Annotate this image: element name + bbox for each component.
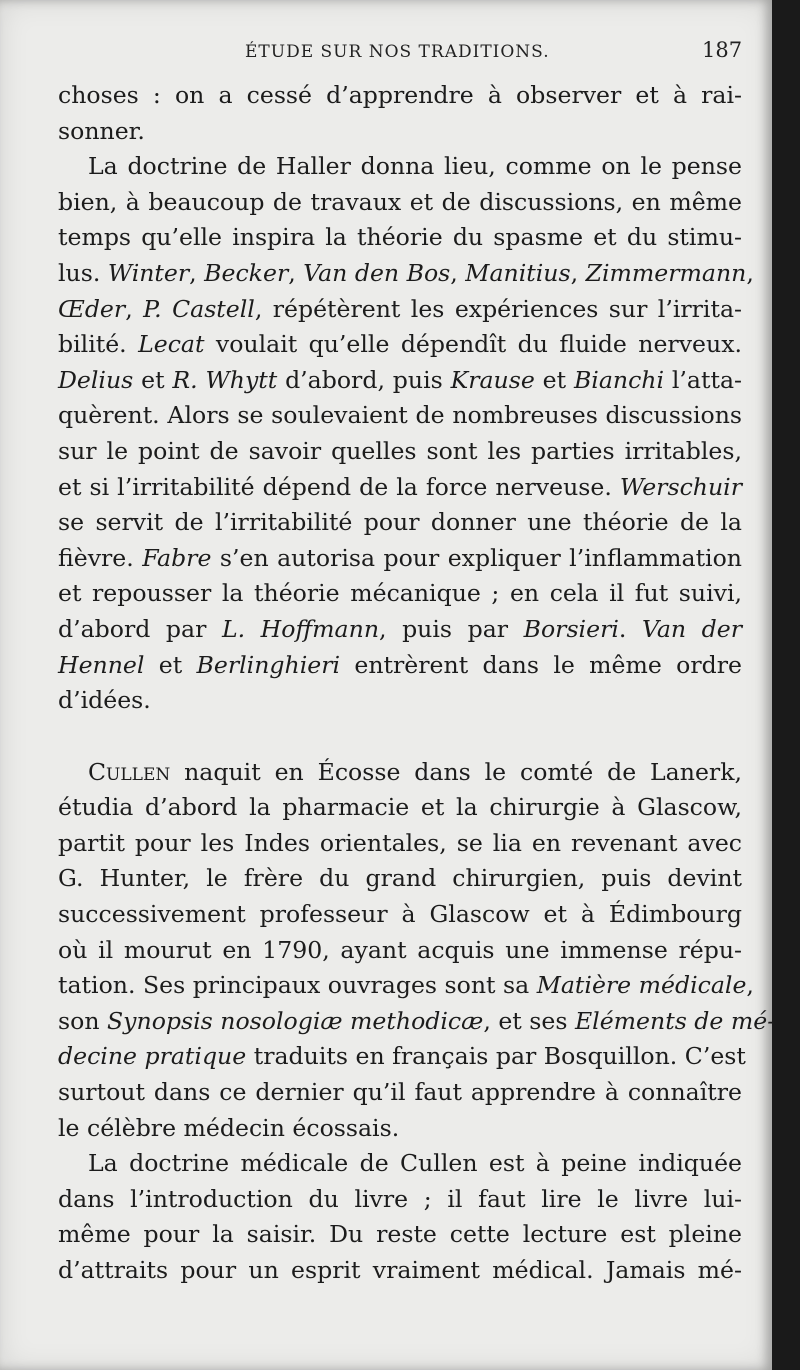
- text-run: bien, à beaucoup de travaux et de discussions, en même: [58, 187, 742, 216]
- text-line: [58, 292, 742, 328]
- text-line: [58, 78, 742, 114]
- text-line: [58, 363, 742, 399]
- italic-name: Werschuir: [619, 472, 742, 501]
- text-run: choses : on a cessé d’apprendre à observer et à rai-: [58, 81, 742, 109]
- italic-name: Manitius: [465, 258, 571, 287]
- text-run: G. Hunter, le frère du grand chirurgien, puis devint: [58, 864, 742, 893]
- text-run: La doctrine de Haller donna lieu, comme on le pense: [88, 152, 742, 181]
- text-run: naquit en Écosse dans le comté de Lanerk,: [170, 757, 742, 786]
- italic-name: Borsieri: [523, 614, 619, 643]
- italic-name: Œder: [58, 294, 126, 323]
- text-line: [58, 1111, 742, 1147]
- small-caps-name: Cullen: [88, 757, 171, 786]
- text-run: quèrent. Alors se soulevaient de nombreuses discussions: [58, 401, 742, 430]
- text-line: [58, 256, 754, 292]
- paragraph-gap: [58, 719, 742, 755]
- text-run: partit pour les Indes orientales, se lia en revenant avec: [58, 828, 742, 857]
- text-line: [58, 220, 742, 256]
- text-line: [58, 1217, 742, 1253]
- text-run: où il mourut en 1790, ayant acquis une immense répu-: [58, 935, 742, 964]
- text-run: entrèrent dans le même ordre: [340, 650, 742, 679]
- text-run: La doctrine médicale de Cullen est à peine indiquée: [88, 1149, 742, 1178]
- italic-name: Krause: [450, 365, 535, 394]
- italic-name: Van den Bos: [303, 258, 451, 287]
- text-run: traduits en français par Bosquillon. C’est: [246, 1042, 746, 1071]
- text-run: sonner.: [58, 116, 145, 145]
- text-line: [58, 826, 742, 862]
- text-line: [58, 1182, 742, 1218]
- italic-name: Lecat: [138, 330, 205, 359]
- text-run: d’attraits pour un esprit vraiment médical. Jamais mé-: [58, 1256, 742, 1284]
- text-line: [58, 683, 742, 719]
- text-line: [58, 434, 742, 470]
- italic-name: Becker: [204, 258, 289, 287]
- running-title: ÉTUDE SUR NOS TRADITIONS.: [245, 42, 550, 62]
- text-run: ,: [570, 258, 586, 287]
- text-line: [58, 897, 742, 933]
- italic-name: Bianchi: [573, 365, 665, 394]
- text-line: [58, 755, 742, 791]
- text-run: ,: [189, 258, 205, 287]
- text-run: tation. Ses principaux ouvrages sont sa: [58, 971, 537, 1000]
- text-line: [58, 1075, 742, 1111]
- italic-name: Winter: [107, 258, 190, 287]
- text-line: [58, 790, 742, 826]
- text-run: se servit de l’irritabilité pour donner une théorie de la: [58, 508, 742, 537]
- text-line: [58, 185, 742, 221]
- text-run: ,: [746, 258, 754, 287]
- text-run: dans l’introduction du livre ; il faut lire le livre lui-: [58, 1184, 742, 1213]
- text-run: fièvre.: [58, 543, 143, 572]
- text-run: d’abord par: [58, 614, 222, 643]
- italic-name: Berlinghieri: [196, 650, 341, 679]
- text-run: ,: [288, 258, 304, 287]
- text-run: étudia d’abord la pharmacie et la chirurgie à Glascow,: [58, 793, 742, 822]
- italic-name: Fabre: [142, 543, 212, 572]
- italic-name: Synopsis nosologiæ methodicæ: [107, 1006, 484, 1035]
- text-line: [58, 612, 742, 648]
- italic-name: Delius: [58, 365, 134, 394]
- text-run: et si l’irritabilité dépend de la force nerveuse.: [58, 472, 620, 501]
- italic-name: decine pratique: [58, 1042, 247, 1071]
- text-run: le célèbre médecin écossais.: [58, 1113, 400, 1142]
- italic-name: Matière médicale: [536, 971, 747, 1000]
- text-line: [58, 861, 742, 897]
- text-run: s’en autorisa pour expliquer l’inflammation: [211, 543, 742, 572]
- text-line: [58, 149, 742, 185]
- text-run: et repousser la théorie mécanique ; en cela il fut suivi,: [58, 579, 742, 608]
- italic-name: P. Castell: [143, 294, 255, 323]
- page-header: [0, 30, 772, 60]
- text-line: [58, 968, 754, 1004]
- text-run: et: [534, 365, 574, 394]
- text-run: , répétèrent les expériences sur l’irrita-: [254, 294, 743, 323]
- italic-name: Hennel: [58, 650, 145, 679]
- text-run: surtout dans ce dernier qu’il faut apprendre à connaître: [58, 1078, 742, 1107]
- text-run: d’idées.: [58, 686, 151, 715]
- text-line: [58, 541, 742, 577]
- text-run: sur le point de savoir quelles sont les parties irritables,: [58, 436, 742, 465]
- text-line: [58, 576, 742, 612]
- text-run: ,: [450, 258, 466, 287]
- text-line: [58, 327, 742, 363]
- text-line: [58, 398, 742, 434]
- body-text: [58, 78, 776, 1289]
- text-run: même pour la saisir. Du reste cette lecture est pleine: [58, 1220, 742, 1249]
- page-number: 187: [702, 38, 743, 62]
- text-run: bilité.: [58, 330, 139, 359]
- text-run: ,: [125, 294, 144, 323]
- text-run: d’abord, puis: [277, 365, 451, 394]
- text-line: [58, 1004, 776, 1040]
- italic-name: L. Hoffmann: [221, 614, 380, 643]
- text-line: [58, 505, 742, 541]
- text-run: l’atta-: [664, 365, 742, 394]
- text-run: lus.: [58, 258, 108, 287]
- text-line: [58, 114, 742, 150]
- italic-name: Van der: [641, 614, 743, 643]
- text-line: [58, 470, 742, 506]
- text-line: [58, 1146, 742, 1182]
- text-line: [58, 648, 742, 684]
- text-run: son: [58, 1006, 108, 1035]
- italic-name: R. Whytt: [172, 365, 278, 394]
- text-run: , puis par: [379, 614, 524, 643]
- text-run: temps qu’elle inspira la théorie du spasme et du stimu-: [58, 223, 742, 252]
- text-run: voulait qu’elle dépendît du fluide nerveux.: [204, 330, 743, 359]
- italic-name: Zimmermann: [585, 258, 747, 287]
- text-run: ,: [746, 971, 754, 1000]
- italic-name: Eléments de mé-: [574, 1006, 776, 1035]
- text-run: et: [133, 365, 173, 394]
- text-run: successivement professeur à Glascow et à Édimbourg: [58, 900, 742, 929]
- text-line: [58, 1253, 742, 1289]
- text-line: [58, 1039, 746, 1075]
- text-run: .: [618, 614, 642, 643]
- text-run: et: [144, 650, 197, 679]
- text-line: [58, 933, 742, 969]
- text-run: , et ses: [483, 1006, 575, 1035]
